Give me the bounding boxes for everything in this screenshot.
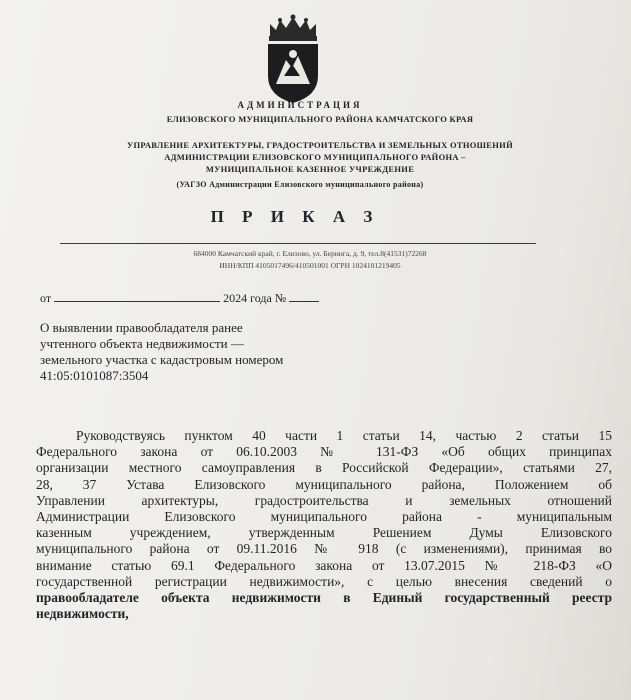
header-divider	[60, 243, 536, 244]
subject-line: учтенного объекта недвижимости —	[40, 336, 244, 351]
registration-codes-line: ИНН/КПП 4105017496/410501001 ОГРН 1024101219405	[219, 261, 401, 270]
body-line: Руководствуясь пунктом 40 части 1 статьи 14, частью 2 статьи 15	[76, 428, 612, 443]
address-line: 684000 Камчатский край, г. Елизово, ул. Беринга, д. 9, тел.8(41531)72268	[193, 249, 427, 258]
date-number-line	[40, 291, 319, 306]
header-department-cont: АДМИНИСТРАЦИИ ЕЛИЗОВСКОГО МУНИЦИПАЛЬНОГО РАЙОНА –	[164, 152, 466, 162]
body-line: недвижимости,	[36, 606, 129, 622]
cadastral-number: 41:05:0101087:3504	[40, 368, 149, 383]
header-district: ЕЛИЗОВСКОГО МУНИЦИПАЛЬНОГО РАЙОНА КАМЧАТСКОГО КРАЯ	[166, 114, 474, 124]
header-administration: АДМИНИСТРАЦИЯ	[237, 100, 363, 110]
body-line: государственной регистрации недвижимости», с целью внесения сведений о	[36, 573, 612, 589]
date-year-number-label: 2024 года №	[223, 291, 287, 305]
body-line: 28, 37 Устава Елизовского муниципального района, Положением об	[36, 476, 612, 492]
subject-line: О выявлении правообладателя ранее	[40, 320, 243, 335]
body-line: Администрации Елизовского муниципального района - муниципальным	[36, 509, 612, 525]
header-department: УПРАВЛЕНИЕ АРХИТЕКТУРЫ, ГРАДОСТРОИТЕЛЬСТВА И ЗЕМЕЛЬНЫХ ОТНОШЕНИЙ	[126, 140, 514, 150]
body-line: организации местного самоуправления в Российской Федерации», статьями 27,	[36, 460, 612, 476]
order-body	[36, 428, 612, 622]
coat-of-arms-emblem	[262, 14, 324, 104]
order-subject	[40, 320, 370, 384]
number-blank	[289, 301, 319, 302]
header-abbreviation: (УАГЗО Администрации Елизовского муниципального района)	[176, 180, 424, 189]
date-blank	[54, 301, 220, 302]
body-line: внимание статью 69.1 Федерального закона от 13.07.2015 № 218-ФЗ «О	[36, 557, 612, 573]
body-line: Управлении архитектуры, градостроительства и земельных отношений	[36, 492, 612, 508]
body-line: Федерального закона от 06.10.2003 № 131-ФЗ «Об общих принципах	[36, 444, 612, 460]
body-line: муниципального района от 09.11.2016 № 918 (с изменениями), принимая во	[36, 541, 612, 557]
body-line: казенным учреждением, утвержденным Решением Думы Елизовского	[36, 525, 612, 541]
header-institution: МУНИЦИПАЛЬНОЕ КАЗЕННОЕ УЧРЕЖДЕНИЕ	[205, 164, 415, 174]
date-prefix: от	[40, 291, 52, 305]
subject-line: земельного участка с кадастровым номером	[40, 352, 284, 367]
body-line: правообладателе объекта недвижимости в Единый государственный реестр	[36, 590, 612, 606]
document-title: П Р И К А З	[210, 207, 380, 226]
